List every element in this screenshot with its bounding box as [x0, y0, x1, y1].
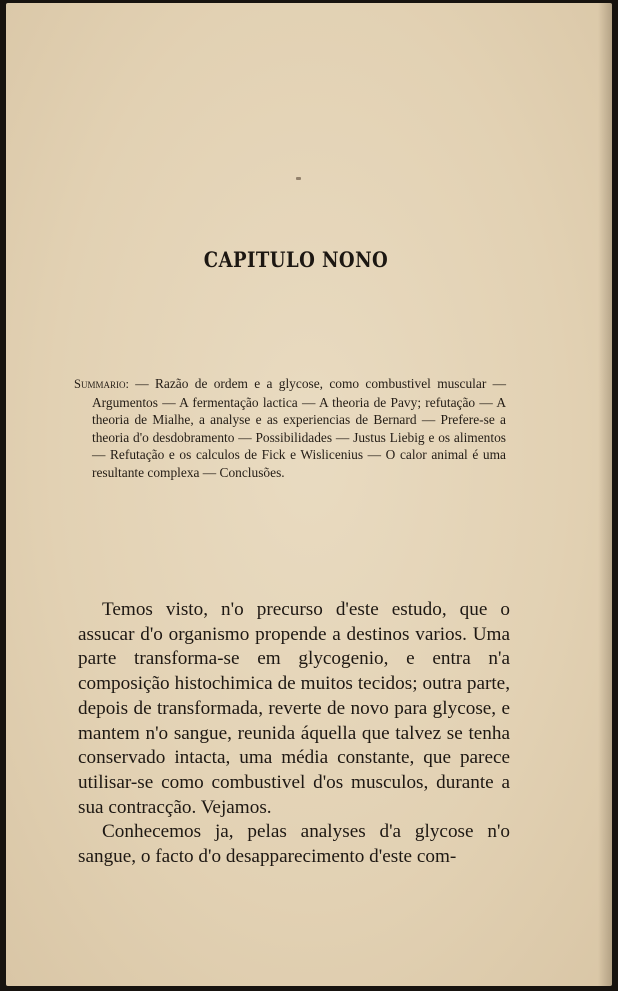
ink-speck — [296, 177, 301, 180]
body-text — [78, 598, 510, 870]
chapter-title: CAPITULO NONO — [203, 247, 389, 272]
body-paragraph: Conhecemos ja, pelas analyses d'a glycose n'o sangue, o facto d'o desapparecimento d'este com- — [78, 821, 510, 868]
summary-text: — Razão de ordem e a glycose, como combustivel muscular — Argumentos — A fermentação lactica — A theoria de Pavy; refutação — A theoria de Mialhe, a analyse e as experiencias de Bernard — Prefere-se a theoria d'o desdobramento — Possibilidades — Justus Liebig e os alimentos — Refutação e os calculos de Fick e Wislicenius — O calor animal é uma resultante complexa — Conclusões. — [92, 376, 506, 480]
summary-paragraph — [74, 375, 506, 482]
summary-label: Summario: — [74, 377, 129, 391]
page-edge-shadow — [598, 3, 612, 986]
book-page — [6, 3, 612, 986]
body-paragraph: Temos visto, n'o precurso d'este estudo, que o assucar d'o organismo propende a destinos varios. Uma parte transforma-se em glycogenio, e entra n'a composição histochimica de muitos tecidos; outra parte, depois de transformada, reverte de novo para glycose, e mantem n'o sangue, reunida áquella que talvez se tenha conservado intacta, uma média constante, que parece utilisar-se como combustivel d'os musculos, durante a sua contracção. Vejamos. — [78, 599, 510, 818]
chapter-summary — [74, 375, 506, 482]
